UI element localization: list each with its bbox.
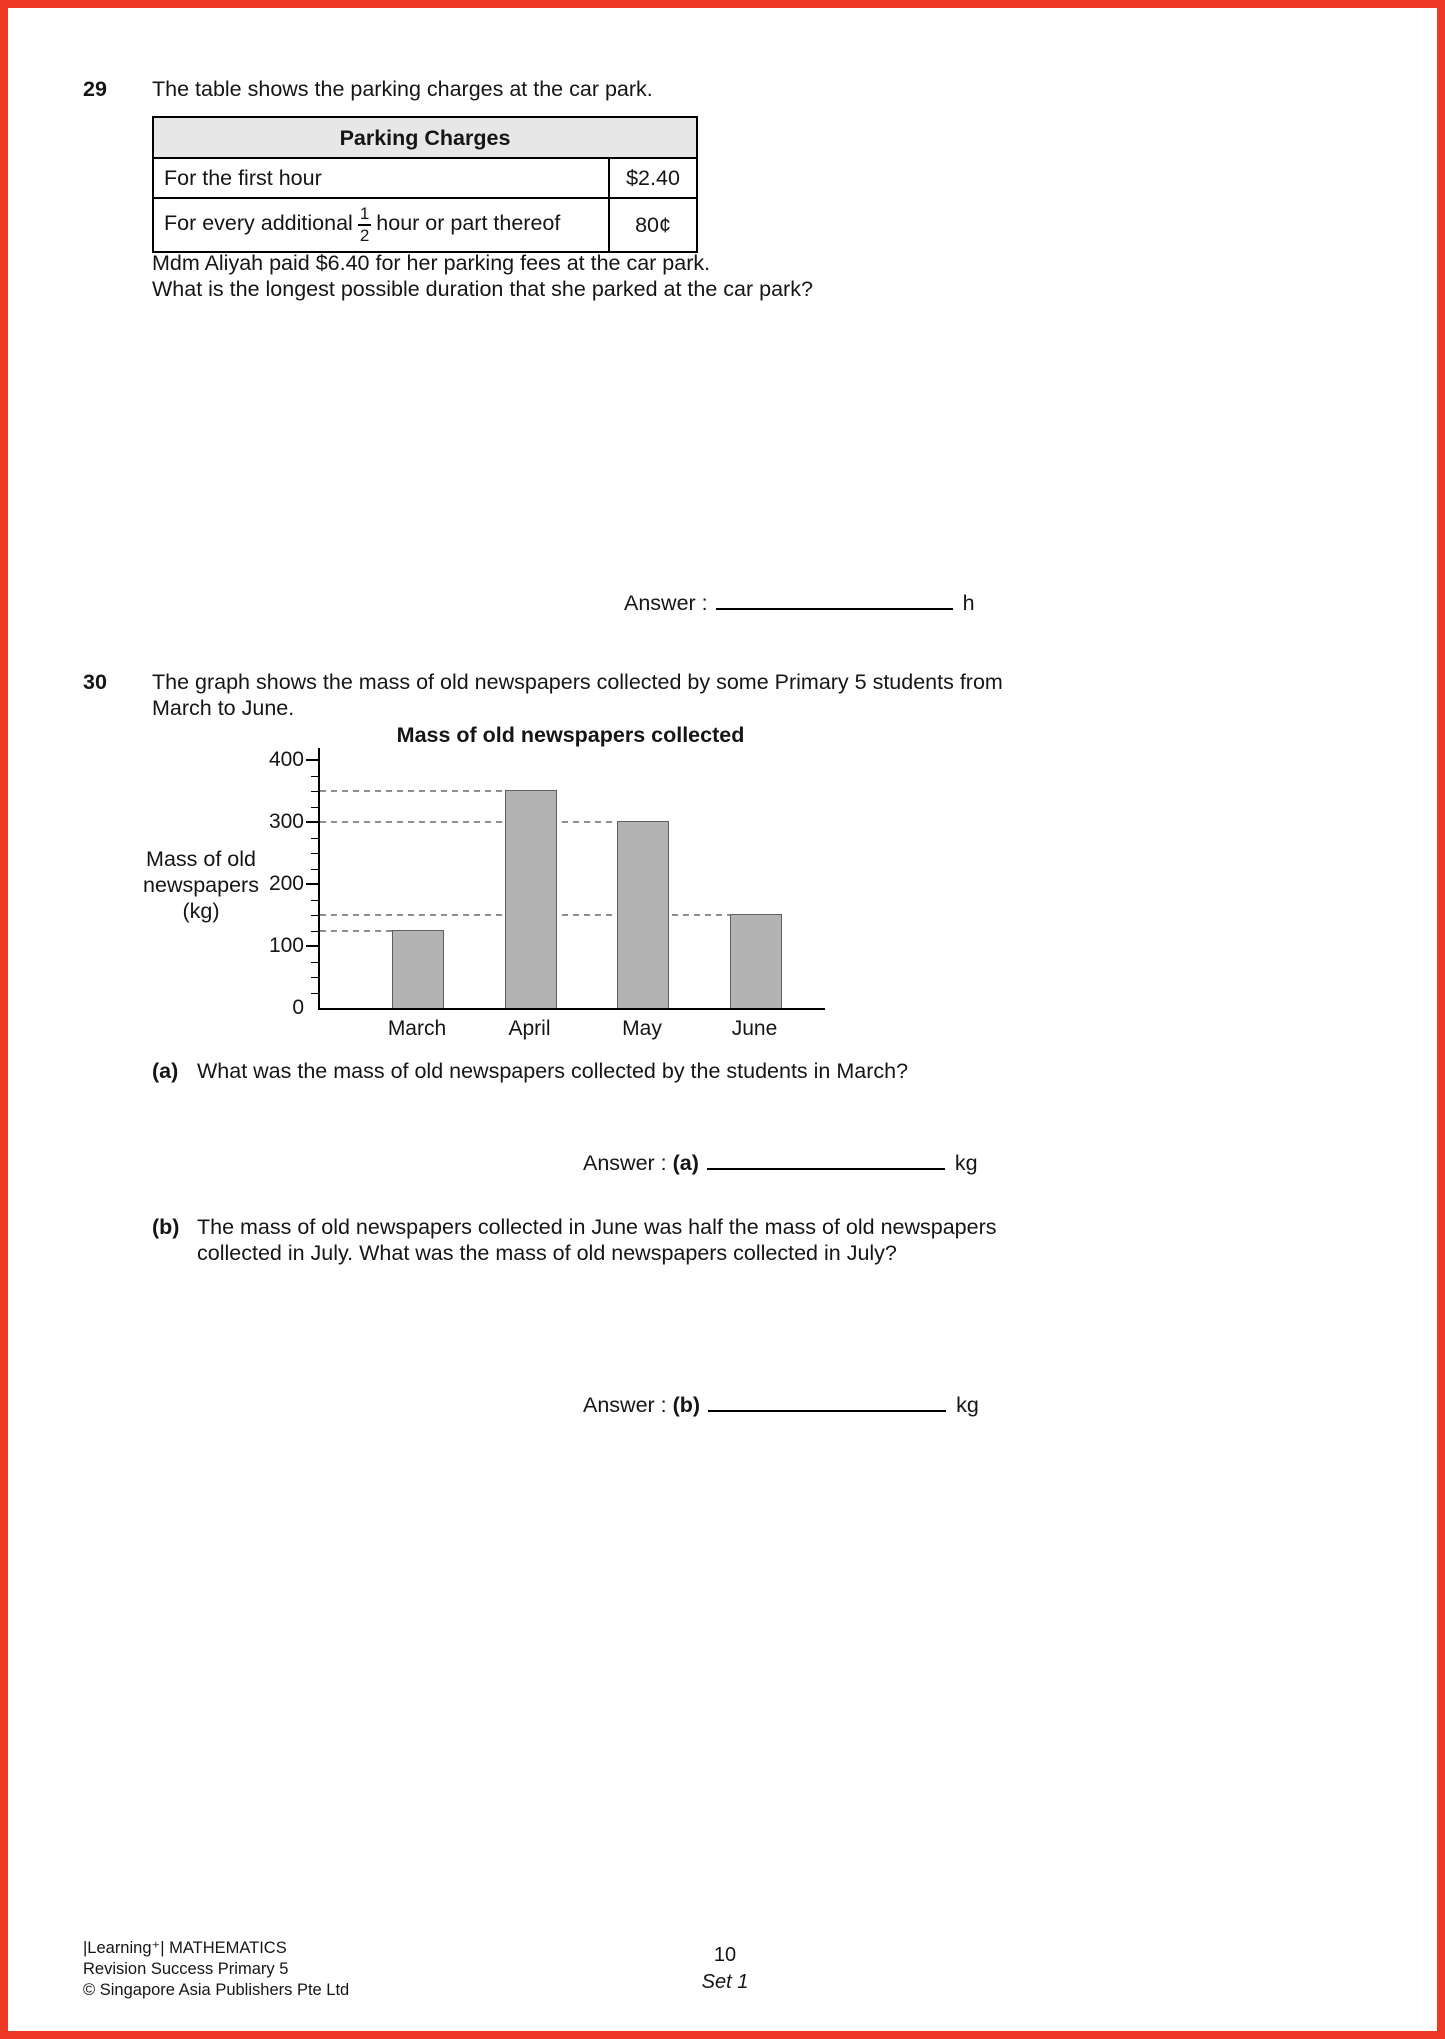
question-30-number: 30 <box>83 670 107 694</box>
one-half-fraction <box>358 205 371 245</box>
part-b-text-line1: The mass of old newspapers collected in June was half the mass of old newspapers <box>197 1215 997 1239</box>
parking-row1-label: For the first hour <box>153 158 609 198</box>
x-category-label: April <box>508 1017 551 1040</box>
chart-bar <box>392 930 444 1008</box>
answer-blank-b[interactable] <box>708 1392 946 1412</box>
row2-suffix: hour or part thereof <box>376 211 561 235</box>
answer-a-part: (a) <box>672 1151 699 1175</box>
y-tick-label: 100 <box>268 934 304 958</box>
q30-intro-line2: March to June. <box>152 696 295 720</box>
y-tick-label: 0 <box>292 996 304 1019</box>
dashed-guide-line <box>320 821 617 823</box>
part-b-text-line2: collected in July. What was the mass of old newspapers collected in July? <box>197 1241 897 1265</box>
answer-b-part: (b) <box>672 1393 701 1417</box>
part-b-label: (b) <box>152 1215 180 1239</box>
question-29-intro: The table shows the parking charges at the car park. <box>152 77 653 101</box>
q29-body-line2: What is the longest possible duration that she parked at the car park? <box>152 277 813 301</box>
x-category-label: March <box>387 1017 447 1040</box>
footer-publisher-info <box>83 1938 349 2001</box>
answer-line-29 <box>624 590 975 616</box>
question-29-body <box>152 250 813 302</box>
x-category-label: June <box>731 1017 778 1040</box>
y-axis-minor-tick <box>311 900 320 901</box>
answer-b-unit: kg <box>956 1393 979 1417</box>
footer-series-line3: © Singapore Asia Publishers Pte Ltd <box>83 1981 350 1999</box>
answer-blank-a[interactable] <box>707 1150 945 1170</box>
question-30-intro <box>152 669 1003 721</box>
y-axis-label-line2: newspapers <box>143 873 259 897</box>
y-axis-minor-tick <box>311 869 320 870</box>
y-axis-minor-tick <box>311 776 320 777</box>
chart-bar <box>617 821 669 1008</box>
question-29-number: 29 <box>83 77 107 101</box>
y-axis-major-tick <box>306 883 320 885</box>
part-a-label: (a) <box>152 1059 179 1083</box>
y-tick-label: 400 <box>268 748 304 772</box>
part-b-text <box>197 1214 997 1266</box>
answer-blank-29[interactable] <box>716 590 953 610</box>
chart-bar <box>730 914 782 1008</box>
chart-plot <box>268 748 825 1040</box>
q29-body-line1: Mdm Aliyah paid $6.40 for her parking fees at the car park. <box>152 251 711 275</box>
y-tick-label: 200 <box>268 872 304 896</box>
table-row <box>153 158 697 198</box>
parking-row2-value: 80¢ <box>609 198 697 252</box>
footer-page-info <box>660 1942 790 1996</box>
y-axis-minor-tick <box>311 931 320 932</box>
y-axis-minor-tick <box>311 838 320 839</box>
parking-table-title: Parking Charges <box>153 117 697 158</box>
page-number: 10 <box>713 1944 737 1966</box>
footer-series-line1: |Learning⁺| MATHEMATICS <box>83 1939 287 1957</box>
dashed-guide-line <box>320 930 392 932</box>
fraction-denominator: 2 <box>359 226 370 245</box>
answer-a-unit: kg <box>954 1151 978 1175</box>
answer-a-label: Answer : <box>583 1151 667 1175</box>
row2-prefix: For every additional <box>164 211 353 235</box>
y-axis-major-tick <box>306 945 320 947</box>
fraction-numerator: 1 <box>358 205 371 226</box>
y-axis-minor-tick <box>311 807 320 808</box>
y-axis-minor-tick <box>311 853 320 854</box>
y-axis-minor-tick <box>311 993 320 994</box>
part-a-text: What was the mass of old newspapers collected by the students in March? <box>197 1059 909 1083</box>
set-label: Set 1 <box>701 1971 749 1993</box>
answer-b-label: Answer : <box>583 1393 667 1417</box>
parking-charges-table <box>152 116 698 253</box>
y-axis-major-tick <box>306 759 320 761</box>
y-axis-minor-tick <box>311 977 320 978</box>
y-axis-minor-tick <box>311 915 320 916</box>
x-category-label: May <box>622 1017 662 1040</box>
dashed-guide-line <box>320 790 505 792</box>
footer-series-line2: Revision Success Primary 5 <box>83 1960 289 1978</box>
q30-intro-line1: The graph shows the mass of old newspapers collected by some Primary 5 students from <box>152 670 1003 694</box>
y-axis-label-line3: (kg) <box>182 899 220 923</box>
parking-row1-value: $2.40 <box>609 158 697 198</box>
y-axis-major-tick <box>306 821 320 823</box>
answer-29-label: Answer : <box>624 591 708 615</box>
y-axis-minor-tick <box>311 791 320 792</box>
answer-29-unit: h <box>962 591 975 615</box>
y-axis-label-line1: Mass of old <box>146 847 256 871</box>
chart-title: Mass of old newspapers collected <box>396 723 745 747</box>
chart-bar <box>505 790 557 1008</box>
table-row <box>153 198 697 252</box>
answer-line-b <box>583 1392 979 1418</box>
y-tick-label: 300 <box>268 810 304 834</box>
chart-y-axis-label <box>138 846 264 924</box>
answer-line-a <box>583 1150 978 1176</box>
parking-row2-label <box>153 198 609 252</box>
y-axis-minor-tick <box>311 962 320 963</box>
